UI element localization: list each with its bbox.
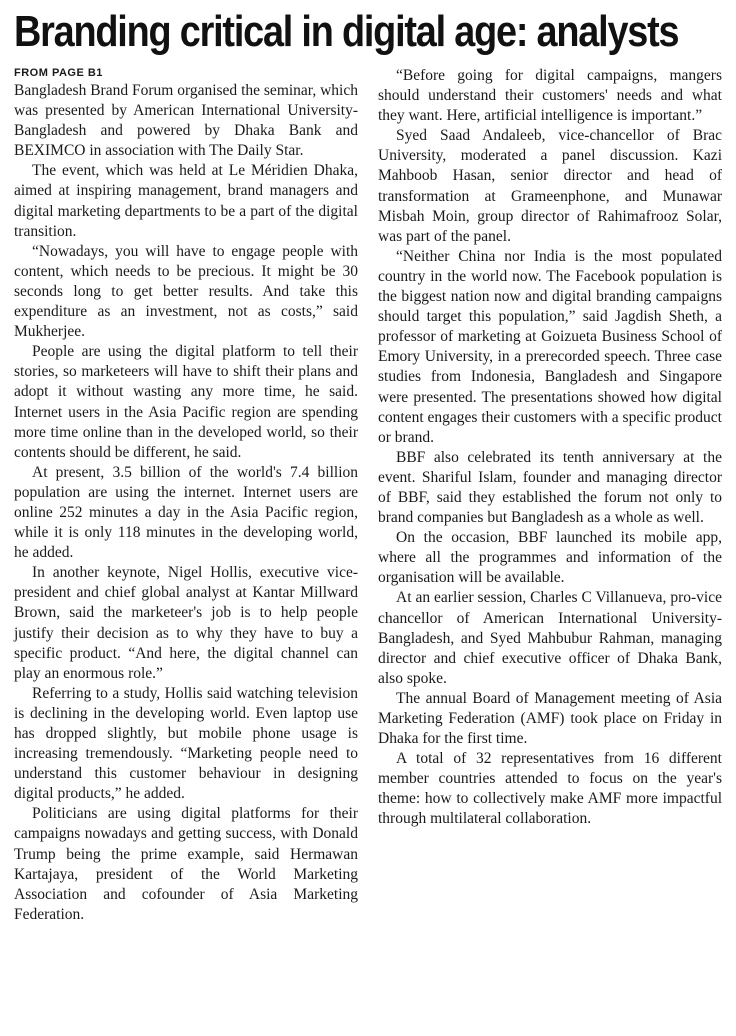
jump-line: FROM PAGE B1 xyxy=(14,67,103,79)
paragraph: Bangladesh Brand Forum organised the seminar, which was presented by American International University-Bangladesh and powered by Dhaka Bank and BEXIMCO in association with The Daily Star. xyxy=(14,82,358,160)
left-column xyxy=(14,66,358,925)
paragraph: At present, 3.5 billion of the world's 7.4 billion population are using the internet. Internet users are online 252 minutes a day in the Asia Pacific region, while it is only 118 minutes in the developing world, he added. xyxy=(14,463,358,562)
paragraph: On the occasion, BBF launched its mobile app, where all the programmes and information of the organisation will be available. xyxy=(378,529,722,587)
paragraph: BBF also celebrated its tenth anniversary at the event. Shariful Islam, founder and managing director of BBF, said they established the forum not only to brand companies but Bangladesh as a whole as well. xyxy=(378,448,722,527)
paragraph: The annual Board of Management meeting of Asia Marketing Federation (AMF) took place on Friday in Dhaka for the first time. xyxy=(378,689,722,748)
paragraph: “Neither China nor India is the most populated country in the world now. The Facebook population is the biggest nation now and digital branding campaigns should target this population,” said Jagdish Sheth, a professor of marketing at Goizueta Business School of Emory University, in a prerecorded speech. Three case studies from Indonesia, Bangladesh and Singapore were presented. The presentations showed how digital content engages their customers with a specific product or brand. xyxy=(378,247,722,446)
paragraph: Referring to a study, Hollis said watching television is declining in the developing world. Even laptop use has dropped slightly, but mobile phone usage is increasing tremendously. “Marketing people need to understand this customer behaviour in designing digital products,” he added. xyxy=(14,684,358,803)
paragraph: “Nowadays, you will have to engage people with content, which needs to be precious. It might be 30 seconds long to get better results. And take this expenditure as an investment, not as costs,” said Mukherjee. xyxy=(14,242,358,341)
right-column xyxy=(378,66,722,925)
paragraph: “Before going for digital campaigns, mangers should understand their customers' needs and what they want. Here, artificial intelligence is important.” xyxy=(378,67,722,125)
paragraph: In another keynote, Nigel Hollis, executive vice-president and chief global analyst at Kantar Millward Brown, said the marketeer's job is to help people justify their decision as to why they have to buy a specific product. “And here, the digital channel can play an enormous role.” xyxy=(14,564,358,682)
paragraph: The event, which was held at Le Méridien Dhaka, aimed at inspiring management, brand managers and digital marketing departments to be a part of the digital transition. xyxy=(14,162,358,240)
paragraph: A total of 32 representatives from 16 different member countries attended to focus on the year's theme: how to collectively make AMF more impactful through multilateral collaboration. xyxy=(378,750,722,828)
paragraph: Syed Saad Andaleeb, vice-chancellor of Brac University, moderated a panel discussion. Kazi Mahboob Hasan, senior director and head of transformation at Grameenphone, and Munawar Misbah Moin, group director of Rahimafrooz Solar, was part of the panel. xyxy=(378,127,722,245)
article-body xyxy=(14,66,722,925)
paragraph: At an earlier session, Charles C Villanueva, pro-vice chancellor of American International University-Bangladesh, and Syed Mahbubur Rahman, managing director and chief executive officer of Dhaka Bank, also spoke. xyxy=(378,589,722,687)
headline: Branding critical in digital age: analysts xyxy=(14,7,679,56)
paragraph: People are using the digital platform to tell their stories, so marketeers will have to shift their plans and adopt it without wasting any more time, he said. Internet users in the Asia Pacific region are spending more time online than in the developed world, so their contents should be different, he said. xyxy=(14,343,358,461)
paragraph: Politicians are using digital platforms for their campaigns nowadays and getting success, with Donald Trump being the prime example, said Hermawan Kartajaya, president of the World Marketing Association and cofounder of Asia Marketing Federation. xyxy=(14,805,358,923)
